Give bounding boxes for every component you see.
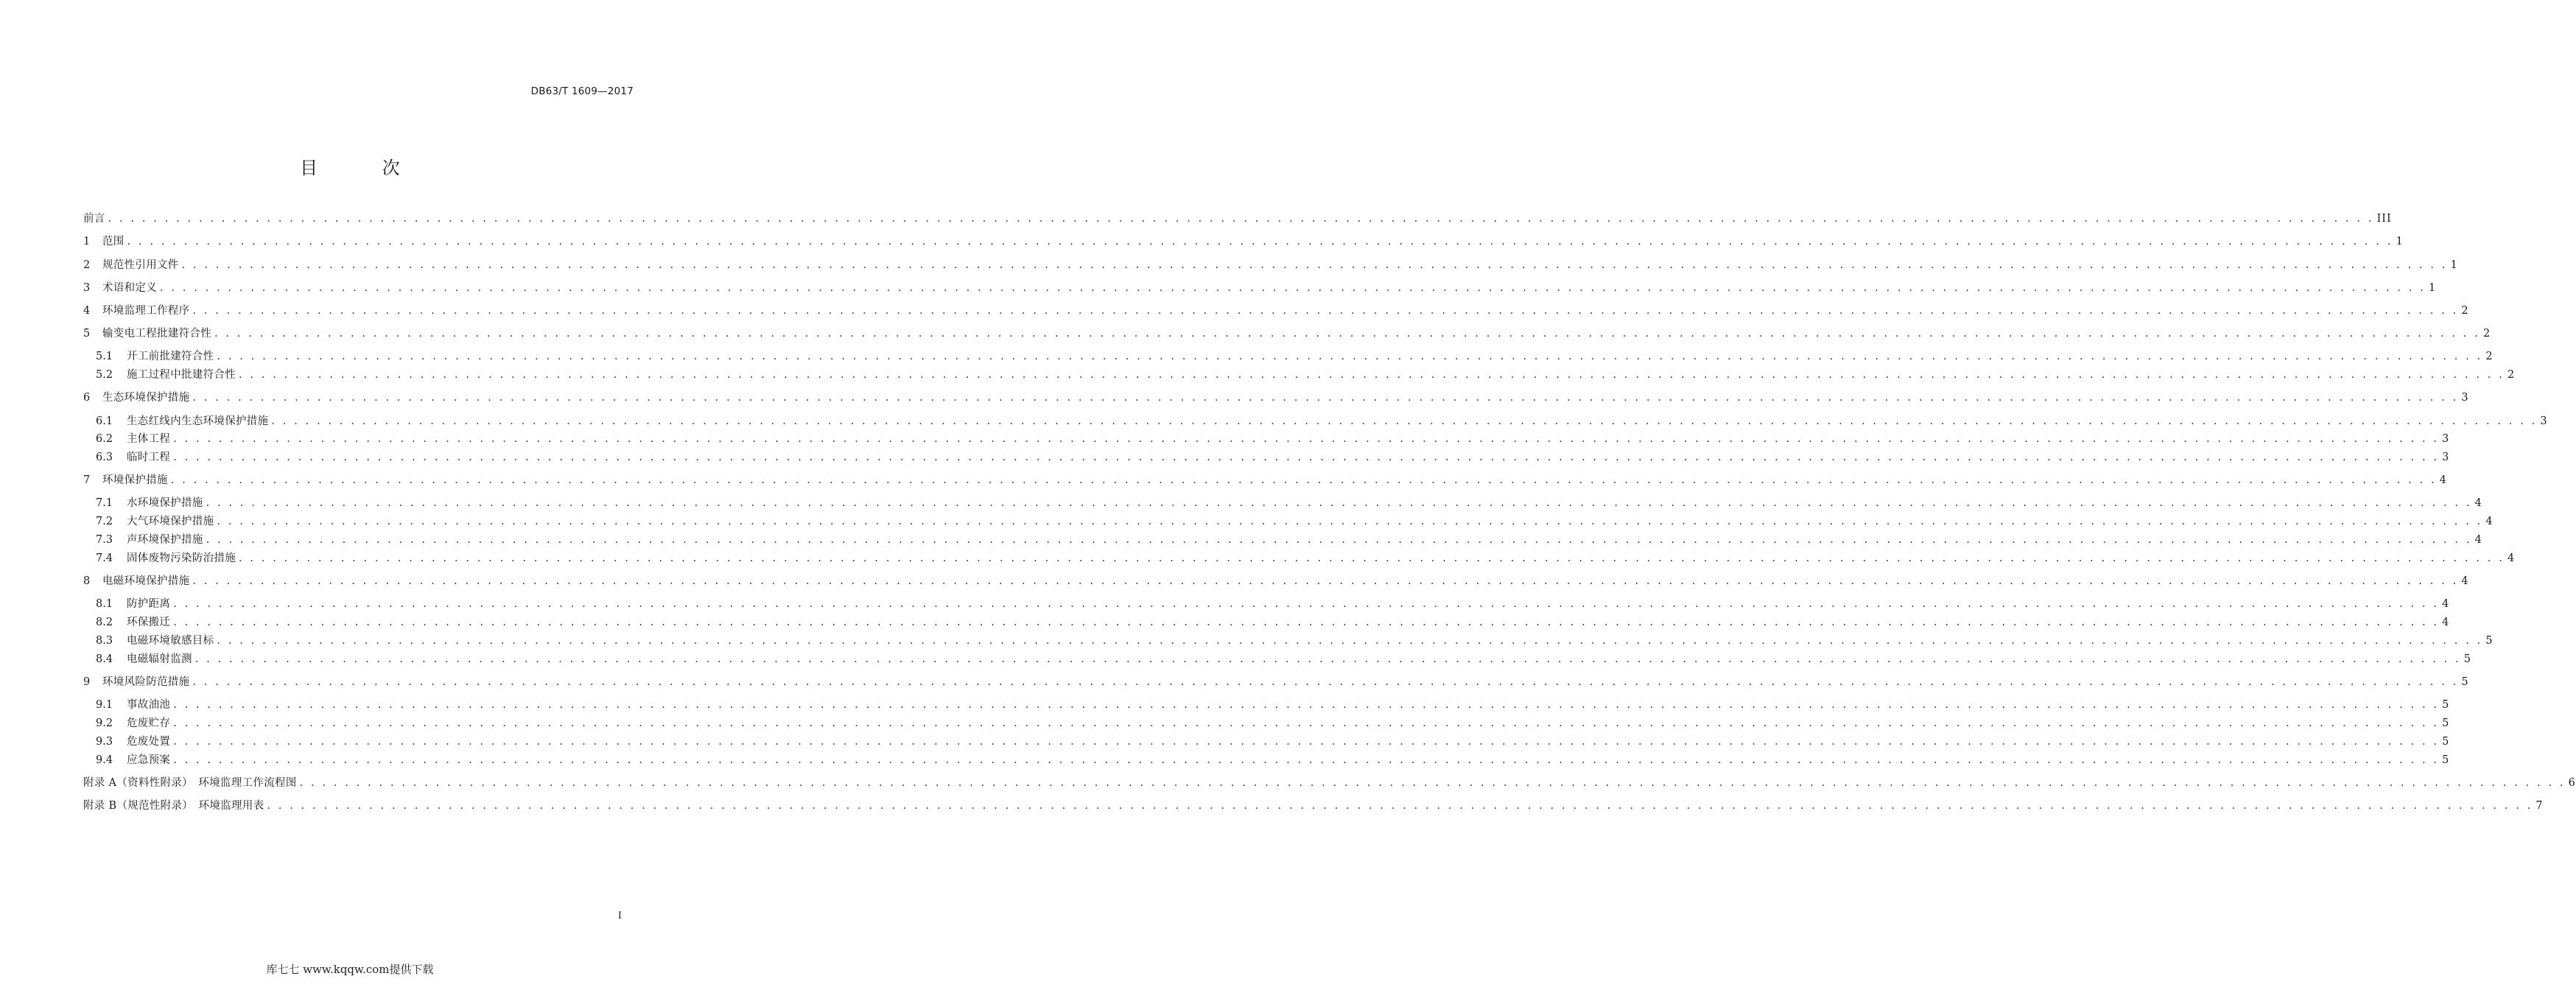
toc-entry-number: 6.3 xyxy=(96,452,113,463)
toc-entry-label: 水环境保护措施 xyxy=(127,497,203,509)
toc-entry[interactable] xyxy=(83,390,2469,405)
toc-entry-number: 2 xyxy=(83,259,91,271)
toc-entry[interactable] xyxy=(96,349,2493,364)
toc-entry[interactable] xyxy=(96,753,2450,768)
toc-entry-label: 附录 B（规范性附录） 环境监理用表 xyxy=(83,800,264,812)
toc-entry-page: 3 xyxy=(2540,415,2548,427)
standard-code: DB63/T 1609—2017 xyxy=(530,85,634,97)
toc-entry-page: 7 xyxy=(2535,800,2544,812)
toc-entry-number: 9 xyxy=(83,676,91,688)
toc-dot-leader: . . . . . . . . . . . . . . . . . . . . . . . . . . . . . . . . . . . . . . . . . . . . . . . . . . . . . . . . . . . . . . . . . . . . . . . . . . . . . . . . . . . . . . . . . . . . . . . . . . . . . . . . . . . . . . . . . . . . . . . . . . . . . . . . . . . . . . . . . . . . . . . . . . . . . . . . . . . . . . . . . . . . . . . . . . . . . . . . . . . . . . . . . . . . . . . . . . . . . . . . xyxy=(239,369,2505,381)
toc-entry-label: 电磁环境敏感目标 xyxy=(127,635,214,647)
toc-dot-leader: . . . . . . . . . . . . . . . . . . . . . . . . . . . . . . . . . . . . . . . . . . . . . . . . . . . . . . . . . . . . . . . . . . . . . . . . . . . . . . . . . . . . . . . . . . . . . . . . . . . . . . . . . . . . . . . . . . . . . . . . . . . . . . . . . . . . . . . . . . . . . . . . . . . . . . . . . . . . . . . . . . . . . . . . . . . . . . . . . . . . . . . . . . . . . . . . . . . . . . . . xyxy=(192,305,2459,317)
toc-entry-page: 1 xyxy=(2450,259,2458,271)
toc-entry-number: 1 xyxy=(83,236,91,248)
page-title: 目 次 xyxy=(300,158,429,178)
toc-entry-page: 2 xyxy=(2485,351,2493,362)
toc-entry-page: 5 xyxy=(2463,653,2471,665)
toc-dot-leader: . . . . . . . . . . . . . . . . . . . . . . . . . . . . . . . . . . . . . . . . . . . . . . . . . . . . . . . . . . . . . . . . . . . . . . . . . . . . . . . . . . . . . . . . . . . . . . . . . . . . . . . . . . . . . . . . . . . . . . . . . . . . . . . . . . . . . . . . . . . . . . . . . . . . . . . . . . . . . . . . . . . . . . . . . . . . . . . . . . . . . . . . . . . . . . . . . . . . . . . . xyxy=(127,236,2393,248)
toc-entry-label: 危废处置 xyxy=(127,736,171,748)
toc-entry[interactable] xyxy=(83,675,2469,689)
toc-entry-label: 施工过程中批建符合性 xyxy=(127,369,236,381)
toc-entry-page: 4 xyxy=(2442,598,2450,610)
toc-entry-label: 临时工程 xyxy=(127,452,171,463)
toc-entry[interactable] xyxy=(83,281,2437,295)
toc-dot-leader: . . . . . . . . . . . . . . . . . . . . . . . . . . . . . . . . . . . . . . . . . . . . . . . . . . . . . . . . . . . . . . . . . . . . . . . . . . . . . . . . . . . . . . . . . . . . . . . . . . . . . . . . . . . . . . . . . . . . . . . . . . . . . . . . . . . . . . . . . . . . . . . . . . . . . . . . . . . . . . . . . . . . . . . . . . . . . . . . . . . . . . . . . . . . . . . . . . . . . . . . xyxy=(239,552,2505,564)
toc-entry-label: 环境保护措施 xyxy=(102,474,168,486)
toc-entry[interactable] xyxy=(83,211,2392,226)
toc-entry-page: III xyxy=(2376,213,2392,225)
toc-entry-page: 5 xyxy=(2461,676,2469,688)
toc-entry-number: 9.2 xyxy=(96,717,113,729)
toc-entry[interactable] xyxy=(83,473,2447,488)
toc-entry-label: 生态环境保护措施 xyxy=(102,392,190,404)
toc-entry-page: 2 xyxy=(2482,328,2491,340)
toc-entry-label: 主体工程 xyxy=(127,433,171,445)
toc-entry-label: 固体废物污染防治措施 xyxy=(127,552,236,564)
toc-entry[interactable] xyxy=(83,326,2491,341)
toc-entry-number: 6.2 xyxy=(96,433,113,445)
toc-dot-leader: . . . . . . . . . . . . . . . . . . . . . . . . . . . . . . . . . . . . . . . . . . . . . . . . . . . . . . . . . . . . . . . . . . . . . . . . . . . . . . . . . . . . . . . . . . . . . . . . . . . . . . . . . . . . . . . . . . . . . . . . . . . . . . . . . . . . . . . . . . . . . . . . . . . . . . . . . . . . . . . . . . . . . . . . . . . . . . . . . . . . . . . . . . . . . . . . . . . . . . . . xyxy=(192,392,2459,404)
toc-entry-label: 电磁辐射监测 xyxy=(127,653,192,665)
toc-dot-leader: . . . . . . . . . . . . . . . . . . . . . . . . . . . . . . . . . . . . . . . . . . . . . . . . . . . . . . . . . . . . . . . . . . . . . . . . . . . . . . . . . . . . . . . . . . . . . . . . . . . . . . . . . . . . . . . . . . . . . . . . . . . . . . . . . . . . . . . . . . . . . . . . . . . . . . . . . . . . . . . . . . . . . . . . . . . . . . . . . . . . . . . . . . . . . . . . . . . . . . . . xyxy=(217,635,2483,647)
toc-entry-number: 5 xyxy=(83,328,91,340)
toc-entry-page: 4 xyxy=(2507,552,2516,564)
toc-entry-number: 9.4 xyxy=(96,754,113,766)
toc-entry-number: 6.1 xyxy=(96,415,113,427)
toc-entry[interactable] xyxy=(96,615,2450,630)
toc-entry-number: 5.2 xyxy=(96,369,113,381)
toc-dot-leader: . . . . . . . . . . . . . . . . . . . . . . . . . . . . . . . . . . . . . . . . . . . . . . . . . . . . . . . . . . . . . . . . . . . . . . . . . . . . . . . . . . . . . . . . . . . . . . . . . . . . . . . . . . . . . . . . . . . . . . . . . . . . . . . . . . . . . . . . . . . . . . . . . . . . . . . . . . . . . . . . . . . . . . . . . . . . . . . . . . . . . . . . . . . . . . . . . . . . . . . . xyxy=(194,653,2461,665)
toc-entry-page: 3 xyxy=(2461,392,2469,404)
toc-entry-page: 5 xyxy=(2442,736,2450,748)
toc-entry-label: 范围 xyxy=(102,236,124,248)
toc-entry-page: 4 xyxy=(2474,534,2482,546)
toc-entry-label: 前言 xyxy=(83,213,105,225)
toc-dot-leader: . . . . . . . . . . . . . . . . . . . . . . . . . . . . . . . . . . . . . . . . . . . . . . . . . . . . . . . . . . . . . . . . . . . . . . . . . . . . . . . . . . . . . . . . . . . . . . . . . . . . . . . . . . . . . . . . . . . . . . . . . . . . . . . . . . . . . . . . . . . . . . . . . . . . . . . . . . . . . . . . . . . . . . . . . . . . . . . . . . . . . . . . . . . . . . . . . . . . . . . . xyxy=(173,754,2440,766)
toc-entry-number: 7.1 xyxy=(96,497,113,509)
toc-dot-leader: . . . . . . . . . . . . . . . . . . . . . . . . . . . . . . . . . . . . . . . . . . . . . . . . . . . . . . . . . . . . . . . . . . . . . . . . . . . . . . . . . . . . . . . . . . . . . . . . . . . . . . . . . . . . . . . . . . . . . . . . . . . . . . . . . . . . . . . . . . . . . . . . . . . . . . . . . . . . . . . . . . . . . . . . . . . . . . . . . . . . . . . . . . . . . . . . . . . . . . . . xyxy=(217,351,2483,362)
toc-entry-page: 4 xyxy=(2442,617,2450,628)
toc-entry-number: 7.3 xyxy=(96,534,113,546)
toc-entry-label: 事故油池 xyxy=(127,699,171,711)
toc-entry-page: 3 xyxy=(2442,433,2450,445)
toc-entry[interactable] xyxy=(96,533,2482,547)
toc-entry[interactable] xyxy=(96,734,2450,749)
toc-entry[interactable] xyxy=(96,414,2548,429)
toc-entry[interactable] xyxy=(83,776,2576,790)
toc-entry-label: 输变电工程批建符合性 xyxy=(102,328,211,340)
toc-entry-label: 开工前批建符合性 xyxy=(127,351,214,362)
toc-dot-leader: . . . . . . . . . . . . . . . . . . . . . . . . . . . . . . . . . . . . . . . . . . . . . . . . . . . . . . . . . . . . . . . . . . . . . . . . . . . . . . . . . . . . . . . . . . . . . . . . . . . . . . . . . . . . . . . . . . . . . . . . . . . . . . . . . . . . . . . . . . . . . . . . . . . . . . . . . . . . . . . . . . . . . . . . . . . . . . . . . . . . . . . . . . . . . . . . . . . . . . . . xyxy=(206,534,2472,546)
toc-entry-page: 5 xyxy=(2442,754,2450,766)
toc-entry[interactable] xyxy=(96,368,2516,382)
toc-entry-page: 1 xyxy=(2396,236,2404,248)
toc-dot-leader: . . . . . . . . . . . . . . . . . . . . . . . . . . . . . . . . . . . . . . . . . . . . . . . . . . . . . . . . . . . . . . . . . . . . . . . . . . . . . . . . . . . . . . . . . . . . . . . . . . . . . . . . . . . . . . . . . . . . . . . . . . . . . . . . . . . . . . . . . . . . . . . . . . . . . . . . . . . . . . . . . . . . . . . . . . . . . . . . . . . . . . . . . . . . . . . . . . . . . . . . xyxy=(192,676,2459,688)
toc-entry[interactable] xyxy=(96,698,2450,712)
toc-entry-number: 8.2 xyxy=(96,617,113,628)
toc-entry[interactable] xyxy=(96,597,2450,611)
toc-entry-number: 4 xyxy=(83,305,91,317)
toc-dot-leader: . . . . . . . . . . . . . . . . . . . . . . . . . . . . . . . . . . . . . . . . . . . . . . . . . . . . . . . . . . . . . . . . . . . . . . . . . . . . . . . . . . . . . . . . . . . . . . . . . . . . . . . . . . . . . . . . . . . . . . . . . . . . . . . . . . . . . . . . . . . . . . . . . . . . . . . . . . . . . . . . . . . . . . . . . . . . . . . . . . . . . . . . . . . . . . . . . . . . . . . . xyxy=(299,777,2566,789)
toc-entry-label: 术语和定义 xyxy=(102,282,157,294)
toc-entry-number: 5.1 xyxy=(96,351,113,362)
toc-entry-page: 6 xyxy=(2568,777,2576,789)
toc-dot-leader: . . . . . . . . . . . . . . . . . . . . . . . . . . . . . . . . . . . . . . . . . . . . . . . . . . . . . . . . . . . . . . . . . . . . . . . . . . . . . . . . . . . . . . . . . . . . . . . . . . . . . . . . . . . . . . . . . . . . . . . . . . . . . . . . . . . . . . . . . . . . . . . . . . . . . . . . . . . . . . . . . . . . . . . . . . . . . . . . . . . . . . . . . . . . . . . . . . . . . . . . xyxy=(173,617,2440,628)
toc-entry-label: 声环境保护措施 xyxy=(127,534,203,546)
toc-entry[interactable] xyxy=(96,551,2516,566)
watermark-text: 库七七 www.kqqw.com提供下载 xyxy=(266,963,434,976)
toc-entry-number: 3 xyxy=(83,282,91,294)
toc-entry-number: 7.4 xyxy=(96,552,113,564)
toc-entry[interactable] xyxy=(96,652,2471,667)
toc-dot-leader: . . . . . . . . . . . . . . . . . . . . . . . . . . . . . . . . . . . . . . . . . . . . . . . . . . . . . . . . . . . . . . . . . . . . . . . . . . . . . . . . . . . . . . . . . . . . . . . . . . . . . . . . . . . . . . . . . . . . . . . . . . . . . . . . . . . . . . . . . . . . . . . . . . . . . . . . . . . . . . . . . . . . . . . . . . . . . . . . . . . . . . . . . . . . . . . . . . . . . . . . xyxy=(181,259,2448,271)
toc-entry-label: 规范性引用文件 xyxy=(102,259,179,271)
toc-entry-page: 3 xyxy=(2442,452,2450,463)
toc-entry-label: 生态红线内生态环境保护措施 xyxy=(127,415,269,427)
toc-entry-number: 7.2 xyxy=(96,516,113,527)
toc-entry-page: 4 xyxy=(2485,516,2493,527)
toc-entry-label: 应急预案 xyxy=(127,754,171,766)
toc-dot-leader: . . . . . . . . . . . . . . . . . . . . . . . . . . . . . . . . . . . . . . . . . . . . . . . . . . . . . . . . . . . . . . . . . . . . . . . . . . . . . . . . . . . . . . . . . . . . . . . . . . . . . . . . . . . . . . . . . . . . . . . . . . . . . . . . . . . . . . . . . . . . . . . . . . . . . . . . . . . . . . . . . . . . . . . . . . . . . . . . . . . . . . . . . . . . . . . . . . . . . . . . xyxy=(271,415,2538,427)
toc-dot-leader: . . . . . . . . . . . . . . . . . . . . . . . . . . . . . . . . . . . . . . . . . . . . . . . . . . . . . . . . . . . . . . . . . . . . . . . . . . . . . . . . . . . . . . . . . . . . . . . . . . . . . . . . . . . . . . . . . . . . . . . . . . . . . . . . . . . . . . . . . . . . . . . . . . . . . . . . . . . . . . . . . . . . . . . . . . . . . . . . . . . . . . . . . . . . . . . . . . . . . . . . xyxy=(173,699,2440,711)
toc-entry[interactable] xyxy=(83,258,2458,273)
toc-entry-page: 5 xyxy=(2485,635,2493,647)
toc-entry-label: 附录 A（资料性附录） 环境监理工作流程图 xyxy=(83,777,297,789)
toc-entry-number: 8.4 xyxy=(96,653,113,665)
toc-entry[interactable] xyxy=(83,303,2469,318)
page-number: I xyxy=(617,910,622,921)
toc-entry-page: 2 xyxy=(2507,369,2516,381)
toc-entry-page: 5 xyxy=(2442,717,2450,729)
toc-entry-label: 电磁环境保护措施 xyxy=(102,575,190,587)
toc-entry-number: 9.3 xyxy=(96,736,113,748)
toc-entry-page: 4 xyxy=(2439,474,2447,486)
toc-dot-leader: . . . . . . . . . . . . . . . . . . . . . . . . . . . . . . . . . . . . . . . . . . . . . . . . . . . . . . . . . . . . . . . . . . . . . . . . . . . . . . . . . . . . . . . . . . . . . . . . . . . . . . . . . . . . . . . . . . . . . . . . . . . . . . . . . . . . . . . . . . . . . . . . . . . . . . . . . . . . . . . . . . . . . . . . . . . . . . . . . . . . . . . . . . . . . . . . . . . . . . . . xyxy=(173,433,2440,445)
toc-entry-number: 8.1 xyxy=(96,598,113,610)
toc-entry-label: 环保搬迁 xyxy=(127,617,171,628)
toc-entry-number: 8.3 xyxy=(96,635,113,647)
toc-entry-label: 大气环境保护措施 xyxy=(127,516,214,527)
toc-dot-leader: . . . . . . . . . . . . . . . . . . . . . . . . . . . . . . . . . . . . . . . . . . . . . . . . . . . . . . . . . . . . . . . . . . . . . . . . . . . . . . . . . . . . . . . . . . . . . . . . . . . . . . . . . . . . . . . . . . . . . . . . . . . . . . . . . . . . . . . . . . . . . . . . . . . . . . . . . . . . . . . . . . . . . . . . . . . . . . . . . . . . . . . . . . . . . . . . . . . . . . . . xyxy=(192,575,2459,587)
toc-entry-page: 5 xyxy=(2442,699,2450,711)
toc-entry[interactable] xyxy=(96,496,2482,510)
toc-dot-leader: . . . . . . . . . . . . . . . . . . . . . . . . . . . . . . . . . . . . . . . . . . . . . . . . . . . . . . . . . . . . . . . . . . . . . . . . . . . . . . . . . . . . . . . . . . . . . . . . . . . . . . . . . . . . . . . . . . . . . . . . . . . . . . . . . . . . . . . . . . . . . . . . . . . . . . . . . . . . . . . . . . . . . . . . . . . . . . . . . . . . . . . . . . . . . . . . . . . . . . . . xyxy=(108,213,2374,225)
toc-dot-leader: . . . . . . . . . . . . . . . . . . . . . . . . . . . . . . . . . . . . . . . . . . . . . . . . . . . . . . . . . . . . . . . . . . . . . . . . . . . . . . . . . . . . . . . . . . . . . . . . . . . . . . . . . . . . . . . . . . . . . . . . . . . . . . . . . . . . . . . . . . . . . . . . . . . . . . . . . . . . . . . . . . . . . . . . . . . . . . . . . . . . . . . . . . . . . . . . . . . . . . . . xyxy=(267,800,2533,812)
toc-entry-label: 环境风险防范措施 xyxy=(102,676,190,688)
toc-entry-number: 6 xyxy=(83,392,91,404)
toc-dot-leader: . . . . . . . . . . . . . . . . . . . . . . . . . . . . . . . . . . . . . . . . . . . . . . . . . . . . . . . . . . . . . . . . . . . . . . . . . . . . . . . . . . . . . . . . . . . . . . . . . . . . . . . . . . . . . . . . . . . . . . . . . . . . . . . . . . . . . . . . . . . . . . . . . . . . . . . . . . . . . . . . . . . . . . . . . . . . . . . . . . . . . . . . . . . . . . . . . . . . . . . . xyxy=(173,598,2440,610)
toc-entry-label: 防护距离 xyxy=(127,598,171,610)
toc-dot-leader: . . . . . . . . . . . . . . . . . . . . . . . . . . . . . . . . . . . . . . . . . . . . . . . . . . . . . . . . . . . . . . . . . . . . . . . . . . . . . . . . . . . . . . . . . . . . . . . . . . . . . . . . . . . . . . . . . . . . . . . . . . . . . . . . . . . . . . . . . . . . . . . . . . . . . . . . . . . . . . . . . . . . . . . . . . . . . . . . . . . . . . . . . . . . . . . . . . . . . . . . xyxy=(206,497,2472,509)
toc-entry[interactable] xyxy=(96,514,2493,529)
toc-entry-page: 2 xyxy=(2461,305,2469,317)
toc-dot-leader: . . . . . . . . . . . . . . . . . . . . . . . . . . . . . . . . . . . . . . . . . . . . . . . . . . . . . . . . . . . . . . . . . . . . . . . . . . . . . . . . . . . . . . . . . . . . . . . . . . . . . . . . . . . . . . . . . . . . . . . . . . . . . . . . . . . . . . . . . . . . . . . . . . . . . . . . . . . . . . . . . . . . . . . . . . . . . . . . . . . . . . . . . . . . . . . . . . . . . . . . xyxy=(173,736,2440,748)
toc-dot-leader: . . . . . . . . . . . . . . . . . . . . . . . . . . . . . . . . . . . . . . . . . . . . . . . . . . . . . . . . . . . . . . . . . . . . . . . . . . . . . . . . . . . . . . . . . . . . . . . . . . . . . . . . . . . . . . . . . . . . . . . . . . . . . . . . . . . . . . . . . . . . . . . . . . . . . . . . . . . . . . . . . . . . . . . . . . . . . . . . . . . . . . . . . . . . . . . . . . . . . . . . xyxy=(160,282,2426,294)
toc-entry-label: 环境监理工作程序 xyxy=(102,305,190,317)
toc-entry-page: 1 xyxy=(2428,282,2437,294)
toc-dot-leader: . . . . . . . . . . . . . . . . . . . . . . . . . . . . . . . . . . . . . . . . . . . . . . . . . . . . . . . . . . . . . . . . . . . . . . . . . . . . . . . . . . . . . . . . . . . . . . . . . . . . . . . . . . . . . . . . . . . . . . . . . . . . . . . . . . . . . . . . . . . . . . . . . . . . . . . . . . . . . . . . . . . . . . . . . . . . . . . . . . . . . . . . . . . . . . . . . . . . . . . . xyxy=(214,328,2480,340)
toc-entry-number: 9.1 xyxy=(96,699,113,711)
toc-entry-page: 4 xyxy=(2474,497,2482,509)
toc-entry-page: 4 xyxy=(2461,575,2469,587)
toc-entry[interactable] xyxy=(96,432,2450,446)
toc-entry[interactable] xyxy=(83,234,2404,249)
toc-entry-label: 危废贮存 xyxy=(127,717,171,729)
toc-entry[interactable] xyxy=(96,450,2450,465)
toc-dot-leader: . . . . . . . . . . . . . . . . . . . . . . . . . . . . . . . . . . . . . . . . . . . . . . . . . . . . . . . . . . . . . . . . . . . . . . . . . . . . . . . . . . . . . . . . . . . . . . . . . . . . . . . . . . . . . . . . . . . . . . . . . . . . . . . . . . . . . . . . . . . . . . . . . . . . . . . . . . . . . . . . . . . . . . . . . . . . . . . . . . . . . . . . . . . . . . . . . . . . . . . . xyxy=(173,717,2440,729)
toc-entry[interactable] xyxy=(96,633,2493,648)
toc-dot-leader: . . . . . . . . . . . . . . . . . . . . . . . . . . . . . . . . . . . . . . . . . . . . . . . . . . . . . . . . . . . . . . . . . . . . . . . . . . . . . . . . . . . . . . . . . . . . . . . . . . . . . . . . . . . . . . . . . . . . . . . . . . . . . . . . . . . . . . . . . . . . . . . . . . . . . . . . . . . . . . . . . . . . . . . . . . . . . . . . . . . . . . . . . . . . . . . . . . . . . . . . xyxy=(170,474,2437,486)
toc-entry[interactable] xyxy=(83,574,2469,589)
toc-entry[interactable] xyxy=(96,716,2450,731)
toc-dot-leader: . . . . . . . . . . . . . . . . . . . . . . . . . . . . . . . . . . . . . . . . . . . . . . . . . . . . . . . . . . . . . . . . . . . . . . . . . . . . . . . . . . . . . . . . . . . . . . . . . . . . . . . . . . . . . . . . . . . . . . . . . . . . . . . . . . . . . . . . . . . . . . . . . . . . . . . . . . . . . . . . . . . . . . . . . . . . . . . . . . . . . . . . . . . . . . . . . . . . . . . . xyxy=(217,516,2483,527)
toc-entry-number: 8 xyxy=(83,575,91,587)
toc-dot-leader: . . . . . . . . . . . . . . . . . . . . . . . . . . . . . . . . . . . . . . . . . . . . . . . . . . . . . . . . . . . . . . . . . . . . . . . . . . . . . . . . . . . . . . . . . . . . . . . . . . . . . . . . . . . . . . . . . . . . . . . . . . . . . . . . . . . . . . . . . . . . . . . . . . . . . . . . . . . . . . . . . . . . . . . . . . . . . . . . . . . . . . . . . . . . . . . . . . . . . . . . xyxy=(173,452,2440,463)
toc-entry[interactable] xyxy=(83,798,2544,813)
toc-entry-number: 7 xyxy=(83,474,91,486)
